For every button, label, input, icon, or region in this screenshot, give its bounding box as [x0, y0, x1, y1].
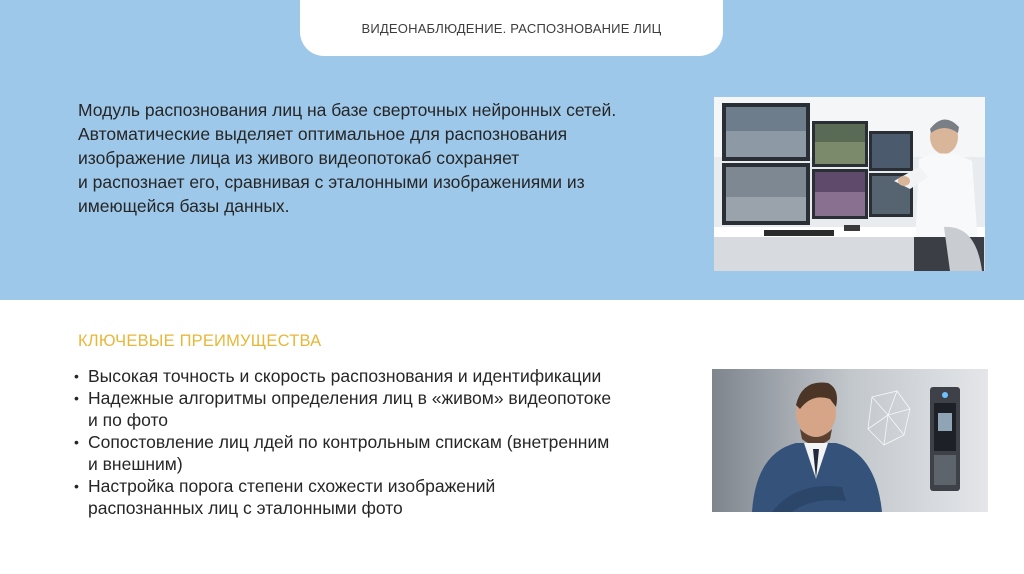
- list-item-line: и по фото: [88, 410, 169, 430]
- list-item-line: Сопостовление лиц лдей по контрольным спискам (внетренним: [88, 432, 610, 452]
- list-item-line: Надежные алгоритмы определения лиц в «живом» видеопотоке: [88, 388, 612, 408]
- list-item: [74, 431, 694, 475]
- bullet-icon: •: [74, 390, 79, 406]
- surveillance-operator-photo: [714, 97, 985, 271]
- intro-line: изображение лица из живого видеопотокаб сохраняет: [78, 148, 520, 168]
- intro-line: Модуль распознования лиц на базе сверточных нейронных сетей.: [78, 100, 617, 120]
- face-recognition-photo: [712, 369, 988, 512]
- benefits-list: [74, 365, 694, 519]
- benefits-heading: КЛЮЧЕВЫЕ ПРЕИМУЩЕСТВА: [78, 332, 322, 350]
- header-tab: [300, 0, 723, 56]
- intro-line: имеющейся базы данных.: [78, 196, 290, 216]
- bullet-icon: •: [74, 434, 79, 450]
- list-item-line: Настройка порога степени схожести изображений: [88, 476, 496, 496]
- list-item-line: распознанных лиц с эталонными фото: [88, 498, 403, 518]
- list-item: [74, 365, 694, 387]
- bullet-icon: •: [74, 368, 79, 384]
- list-item: [74, 387, 694, 431]
- intro-line: Автоматические выделяет оптимальное для распознования: [78, 124, 568, 144]
- page-title: ВИДЕОНАБЛЮДЕНИЕ. РАСПОЗНОВАНИЕ ЛИЦ: [361, 20, 662, 36]
- list-item-line: и внешним): [88, 454, 183, 474]
- list-item-line: Высокая точность и скорость распознования и идентификации: [88, 366, 602, 386]
- bullet-icon: •: [74, 478, 79, 494]
- list-item: [74, 475, 694, 519]
- intro-line: и распознает его, сравнивая с эталонными изображениями из: [78, 172, 585, 192]
- intro-paragraph: [78, 98, 698, 218]
